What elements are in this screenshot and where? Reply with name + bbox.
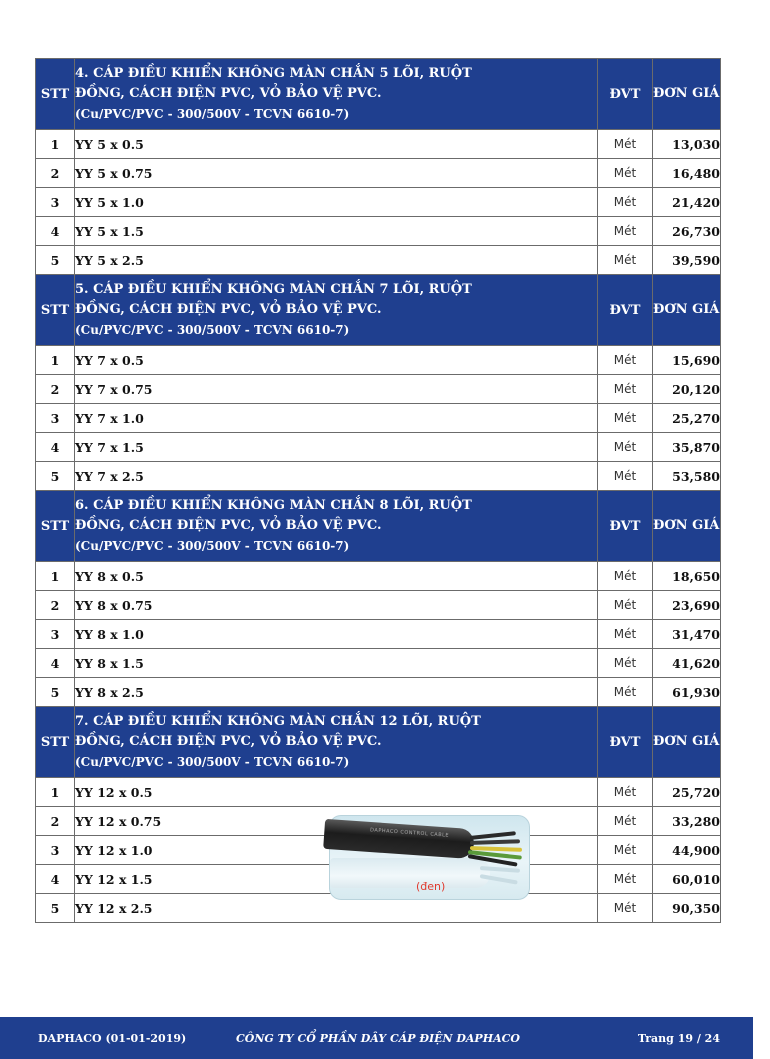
row-price: 31,470 — [653, 620, 721, 649]
table-row — [36, 678, 721, 707]
section-title-line: ĐỒNG, CÁCH ĐIỆN PVC, VỎ BẢO VỆ PVC. — [75, 734, 382, 749]
section-title-line: 5. CÁP ĐIỀU KHIỂN KHÔNG MÀN CHẮN 7 LÕI, RUỘT — [75, 282, 472, 297]
footer-company-name: CÔNG TY CỔ PHẦN DÂY CÁP ĐIỆN DAPHACO — [236, 1032, 520, 1045]
row-stt: 5 — [36, 246, 75, 275]
row-price: 41,620 — [653, 649, 721, 678]
row-product-name: YY 8 x 1.0 — [75, 620, 598, 649]
section-spec-line: (Cu/PVC/PVC - 300/500V - TCVN 6610-7) — [75, 755, 350, 769]
section-spec-line: (Cu/PVC/PVC - 300/500V - TCVN 6610-7) — [75, 107, 350, 121]
row-price: 15,690 — [653, 346, 721, 375]
row-price: 25,720 — [653, 778, 721, 807]
section-title-line: ĐỒNG, CÁCH ĐIỆN PVC, VỎ BẢO VỆ PVC. — [75, 302, 382, 317]
row-stt: 2 — [36, 159, 75, 188]
row-unit: Mét — [598, 433, 653, 462]
table-row — [36, 375, 721, 404]
section-header — [36, 275, 721, 346]
row-unit: Mét — [598, 649, 653, 678]
table-row — [36, 159, 721, 188]
row-unit: Mét — [598, 217, 653, 246]
section-title-line: 7. CÁP ĐIỀU KHIỂN KHÔNG MÀN CHẮN 12 LÕI, RUỘT — [75, 714, 481, 729]
row-unit: Mét — [598, 188, 653, 217]
row-price: 33,280 — [653, 807, 721, 836]
row-price: 18,650 — [653, 562, 721, 591]
row-product-name: YY 8 x 2.5 — [75, 678, 598, 707]
row-product-name: YY 5 x 0.5 — [75, 130, 598, 159]
header-stt: STT — [36, 491, 75, 562]
row-product-name: YY 12 x 1.5 — [75, 865, 598, 894]
section-title-line: ĐỒNG, CÁCH ĐIỆN PVC, VỎ BẢO VỆ PVC. — [75, 518, 382, 533]
cable-caption: (đen) — [416, 880, 446, 893]
section-spec-line: (Cu/PVC/PVC - 300/500V - TCVN 6610-7) — [75, 323, 350, 337]
row-price: 44,900 — [653, 836, 721, 865]
section-title — [75, 59, 598, 130]
row-price: 90,350 — [653, 894, 721, 923]
cable-wire — [470, 839, 520, 845]
header-stt: STT — [36, 59, 75, 130]
page-footer — [0, 1017, 753, 1059]
row-product-name: YY 7 x 0.5 — [75, 346, 598, 375]
row-stt: 1 — [36, 346, 75, 375]
header-unit: ĐVT — [598, 491, 653, 562]
row-price: 53,580 — [653, 462, 721, 491]
row-unit: Mét — [598, 159, 653, 188]
table-row — [36, 217, 721, 246]
row-price: 21,420 — [653, 188, 721, 217]
row-stt: 2 — [36, 375, 75, 404]
row-price: 35,870 — [653, 433, 721, 462]
row-price: 13,030 — [653, 130, 721, 159]
table-row — [36, 130, 721, 159]
header-price: ĐƠN GIÁ (VNĐ) — [653, 275, 721, 346]
table-row — [36, 649, 721, 678]
row-product-name: YY 5 x 1.0 — [75, 188, 598, 217]
row-unit: Mét — [598, 620, 653, 649]
row-stt: 5 — [36, 894, 75, 923]
section-header — [36, 707, 721, 778]
section-title-line: 4. CÁP ĐIỀU KHIỂN KHÔNG MÀN CHẮN 5 LÕI, RUỘT — [75, 66, 472, 81]
row-stt: 3 — [36, 836, 75, 865]
row-stt: 4 — [36, 649, 75, 678]
table-row — [36, 346, 721, 375]
row-product-name: YY 12 x 0.75 — [75, 807, 598, 836]
row-product-name: YY 7 x 2.5 — [75, 462, 598, 491]
footer-company-date: DAPHACO (01-01-2019) — [38, 1032, 187, 1045]
row-stt: 5 — [36, 462, 75, 491]
row-price: 39,590 — [653, 246, 721, 275]
row-unit: Mét — [598, 807, 653, 836]
row-stt: 4 — [36, 217, 75, 246]
row-product-name: YY 7 x 0.75 — [75, 375, 598, 404]
section-header — [36, 491, 721, 562]
row-unit: Mét — [598, 562, 653, 591]
row-unit: Mét — [598, 591, 653, 620]
cable-photo-icon — [329, 815, 530, 900]
row-unit: Mét — [598, 894, 653, 923]
row-product-name: YY 12 x 2.5 — [75, 894, 598, 923]
row-stt: 1 — [36, 130, 75, 159]
table-row — [36, 778, 721, 807]
row-stt: 3 — [36, 188, 75, 217]
row-product-name: YY 5 x 1.5 — [75, 217, 598, 246]
row-stt: 2 — [36, 591, 75, 620]
row-stt: 5 — [36, 678, 75, 707]
header-price: ĐƠN GIÁ (VNĐ) — [653, 59, 721, 130]
row-unit: Mét — [598, 778, 653, 807]
row-unit: Mét — [598, 346, 653, 375]
row-stt: 3 — [36, 404, 75, 433]
row-unit: Mét — [598, 246, 653, 275]
row-unit: Mét — [598, 404, 653, 433]
row-unit: Mét — [598, 462, 653, 491]
row-product-name: YY 5 x 0.75 — [75, 159, 598, 188]
row-stt: 1 — [36, 778, 75, 807]
section-title — [75, 707, 598, 778]
row-stt: 3 — [36, 620, 75, 649]
table-row — [36, 562, 721, 591]
header-unit: ĐVT — [598, 59, 653, 130]
row-unit: Mét — [598, 130, 653, 159]
section-title — [75, 275, 598, 346]
row-price: 16,480 — [653, 159, 721, 188]
table-row — [36, 246, 721, 275]
header-unit: ĐVT — [598, 707, 653, 778]
table-row — [36, 591, 721, 620]
footer-page-number: Trang 19 / 24 — [637, 1032, 720, 1045]
cable-reflection — [330, 858, 490, 888]
section-spec-line: (Cu/PVC/PVC - 300/500V - TCVN 6610-7) — [75, 539, 350, 553]
row-price: 26,730 — [653, 217, 721, 246]
row-price: 20,120 — [653, 375, 721, 404]
header-unit: ĐVT — [598, 275, 653, 346]
row-product-name: YY 7 x 1.0 — [75, 404, 598, 433]
row-product-name: YY 8 x 1.5 — [75, 649, 598, 678]
row-product-name: YY 12 x 0.5 — [75, 778, 598, 807]
row-unit: Mét — [598, 375, 653, 404]
row-unit: Mét — [598, 865, 653, 894]
row-product-name: YY 12 x 1.0 — [75, 836, 598, 865]
cable-jacket — [323, 819, 475, 859]
row-stt: 4 — [36, 433, 75, 462]
row-stt: 1 — [36, 562, 75, 591]
table-row — [36, 433, 721, 462]
table-row — [36, 462, 721, 491]
row-unit: Mét — [598, 678, 653, 707]
row-price: 23,690 — [653, 591, 721, 620]
row-product-name: YY 5 x 2.5 — [75, 246, 598, 275]
header-price: ĐƠN GIÁ (VNĐ) — [653, 491, 721, 562]
header-stt: STT — [36, 275, 75, 346]
row-price: 61,930 — [653, 678, 721, 707]
row-product-name: YY 7 x 1.5 — [75, 433, 598, 462]
row-price: 25,270 — [653, 404, 721, 433]
row-stt: 4 — [36, 865, 75, 894]
section-title-line: ĐỒNG, CÁCH ĐIỆN PVC, VỎ BẢO VỆ PVC. — [75, 86, 382, 101]
table-row — [36, 620, 721, 649]
table-row — [36, 404, 721, 433]
header-price: ĐƠN GIÁ (VNĐ) — [653, 707, 721, 778]
section-title-line: 6. CÁP ĐIỀU KHIỂN KHÔNG MÀN CHẮN 8 LÕI, RUỘT — [75, 498, 472, 513]
cable-jacket-text: DAPHACO CONTROL CABLE — [369, 827, 450, 839]
price-table-body — [36, 59, 770, 923]
price-table — [35, 58, 770, 923]
table-row — [36, 188, 721, 217]
row-unit: Mét — [598, 836, 653, 865]
row-stt: 2 — [36, 807, 75, 836]
row-product-name: YY 8 x 0.75 — [75, 591, 598, 620]
section-header — [36, 59, 721, 130]
row-price: 60,010 — [653, 865, 721, 894]
row-product-name: YY 8 x 0.5 — [75, 562, 598, 591]
section-title — [75, 491, 598, 562]
header-stt: STT — [36, 707, 75, 778]
